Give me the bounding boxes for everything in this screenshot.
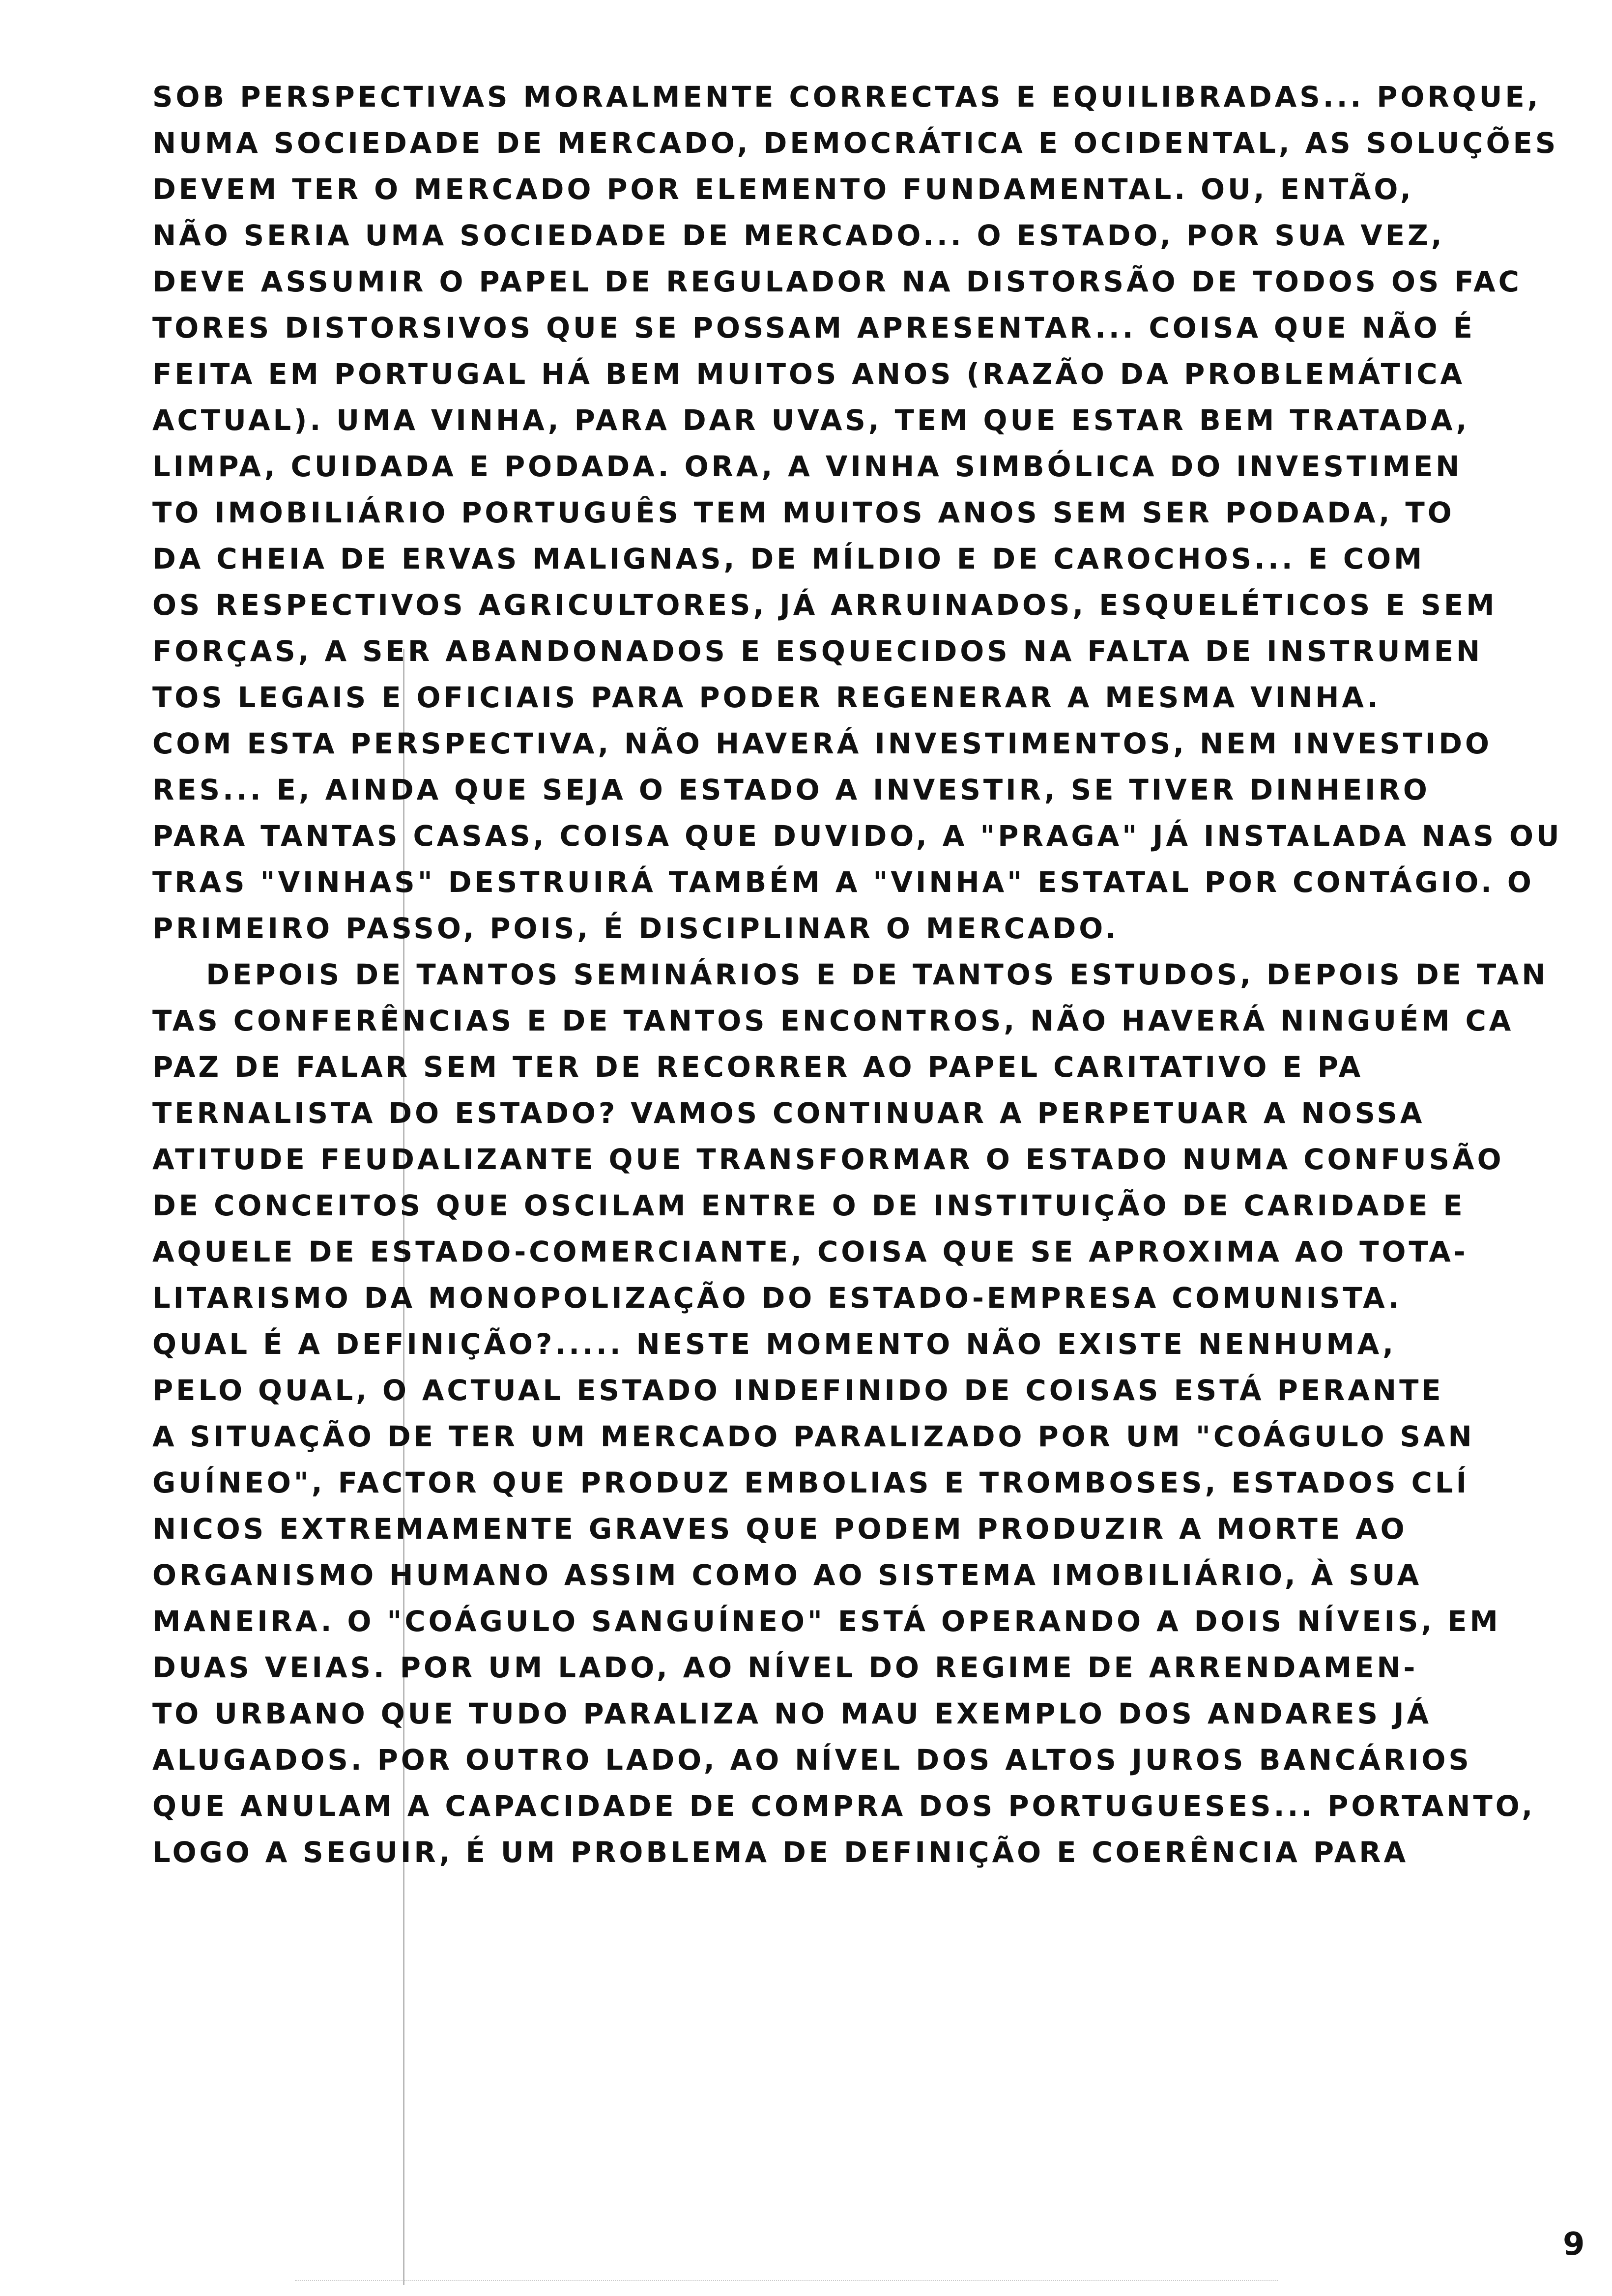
scan-artifact-marks (295, 2280, 1278, 2286)
text-line: LOGO A SEGUIR, É UM PROBLEMA DE DEFINIÇÃO E COERÊNCIA PARA (152, 1836, 1409, 1869)
page-number: 9 (1563, 2226, 1585, 2263)
text-line: ORGANISMO HUMANO ASSIM COMO AO SISTEMA IMOBILIÁRIO, À SUA (152, 1558, 1422, 1592)
text-line: PAZ DE FALAR SEM TER DE RECORRER AO PAPEL CARITATIVO E PA (152, 1050, 1364, 1084)
text-line: DEPOIS DE TANTOS SEMINÁRIOS E DE TANTOS ESTUDOS, DEPOIS DE TAN (206, 958, 1549, 991)
text-line: LIMPA, CUIDADA E PODADA. ORA, A VINHA SIMBÓLICA DO INVESTIMEN (152, 450, 1463, 483)
text-line: DEVEM TER O MERCADO POR ELEMENTO FUNDAMENTAL. OU, ENTÃO, (152, 172, 1414, 206)
text-line: FEITA EM PORTUGAL HÁ BEM MUITOS ANOS (RAZÃO DA PROBLEMÁTICA (152, 357, 1466, 391)
text-line: DA CHEIA DE ERVAS MALIGNAS, DE MÍLDIO E DE CAROCHOS... E COM (152, 542, 1425, 575)
text-line: TERNALISTA DO ESTADO? VAMOS CONTINUAR A PERPETUAR A NOSSA (152, 1096, 1425, 1130)
text-line: SOB PERSPECTIVAS MORALMENTE CORRECTAS E EQUILIBRADAS... PORQUE, (152, 80, 1541, 114)
text-line: GUÍNEO", FACTOR QUE PRODUZ EMBOLIAS E TROMBOSES, ESTADOS CLÍ (152, 1466, 1469, 1499)
text-line: TORES DISTORSIVOS QUE SE POSSAM APRESENTAR... COISA QUE NÃO É (152, 311, 1475, 344)
text-line: AQUELE DE ESTADO-COMERCIANTE, COISA QUE SE APROXIMA AO TOTA- (152, 1235, 1468, 1268)
text-line: TO IMOBILIÁRIO PORTUGUÊS TEM MUITOS ANOS SEM SER PODADA, TO (152, 496, 1455, 529)
text-line: TOS LEGAIS E OFICIAIS PARA PODER REGENERAR A MESMA VINHA. (152, 681, 1381, 714)
text-line: COM ESTA PERSPECTIVA, NÃO HAVERÁ INVESTIMENTOS, NEM INVESTIDO (152, 727, 1492, 760)
text-line: RES... E, AINDA QUE SEJA O ESTADO A INVESTIR, SE TIVER DINHEIRO (152, 773, 1430, 806)
text-line: FORÇAS, A SER ABANDONADOS E ESQUECIDOS NA FALTA DE INSTRUMEN (152, 634, 1483, 668)
text-line: NICOS EXTREMAMENTE GRAVES QUE PODEM PRODUZIR A MORTE AO (152, 1512, 1408, 1546)
text-line: DUAS VEIAS. POR UM LADO, AO NÍVEL DO REGIME DE ARRENDAMEN- (152, 1651, 1418, 1684)
text-line: ALUGADOS. POR OUTRO LADO, AO NÍVEL DOS ALTOS JUROS BANCÁRIOS (152, 1743, 1472, 1777)
handwritten-text-body (152, 74, 1578, 1875)
text-line: LITARISMO DA MONOPOLIZAÇÃO DO ESTADO-EMPRESA COMUNISTA. (152, 1281, 1402, 1315)
text-line: PARA TANTAS CASAS, COISA QUE DUVIDO, A "PRAGA" JÁ INSTALADA NAS OU (152, 819, 1562, 853)
text-line: QUE ANULAM A CAPACIDADE DE COMPRA DOS PORTUGUESES... PORTANTO, (152, 1789, 1536, 1823)
text-line: ACTUAL). UMA VINHA, PARA DAR UVAS, TEM QUE ESTAR BEM TRATADA, (152, 403, 1470, 437)
text-line: TRAS "VINHAS" DESTRUIRÁ TAMBÉM A "VINHA" ESTATAL POR CONTÁGIO. O (152, 865, 1534, 899)
text-line: OS RESPECTIVOS AGRICULTORES, JÁ ARRUINADOS, ESQUELÉTICOS E SEM (152, 588, 1497, 622)
text-line: A SITUAÇÃO DE TER UM MERCADO PARALIZADO POR UM "COÁGULO SAN (152, 1420, 1475, 1453)
text-line: MANEIRA. O "COÁGULO SANGUÍNEO" ESTÁ OPERANDO A DOIS NÍVEIS, EM (152, 1605, 1501, 1638)
text-line: TO URBANO QUE TUDO PARALIZA NO MAU EXEMPLO DOS ANDARES JÁ (152, 1697, 1432, 1730)
text-line: NUMA SOCIEDADE DE MERCADO, DEMOCRÁTICA E OCIDENTAL, AS SOLUÇÕES (152, 126, 1559, 160)
text-line: PELO QUAL, O ACTUAL ESTADO INDEFINIDO DE COISAS ESTÁ PERANTE (152, 1374, 1444, 1407)
text-line: DE CONCEITOS QUE OSCILAM ENTRE O DE INSTITUIÇÃO DE CARIDADE E (152, 1189, 1466, 1222)
text-line: DEVE ASSUMIR O PAPEL DE REGULADOR NA DISTORSÃO DE TODOS OS FAC (152, 265, 1522, 298)
text-line: ATITUDE FEUDALIZANTE QUE TRANSFORMAR O ESTADO NUMA CONFUSÃO (152, 1143, 1504, 1176)
text-line: NÃO SERIA UMA SOCIEDADE DE MERCADO... O ESTADO, POR SUA VEZ, (152, 219, 1445, 252)
text-line: TAS CONFERÊNCIAS E DE TANTOS ENCONTROS, NÃO HAVERÁ NINGUÉM CA (152, 1004, 1514, 1037)
text-line: QUAL É A DEFINIÇÃO?..... NESTE MOMENTO NÃO EXISTE NENHUMA, (152, 1327, 1397, 1361)
text-line: PRIMEIRO PASSO, POIS, É DISCIPLINAR O MERCADO. (152, 912, 1119, 945)
